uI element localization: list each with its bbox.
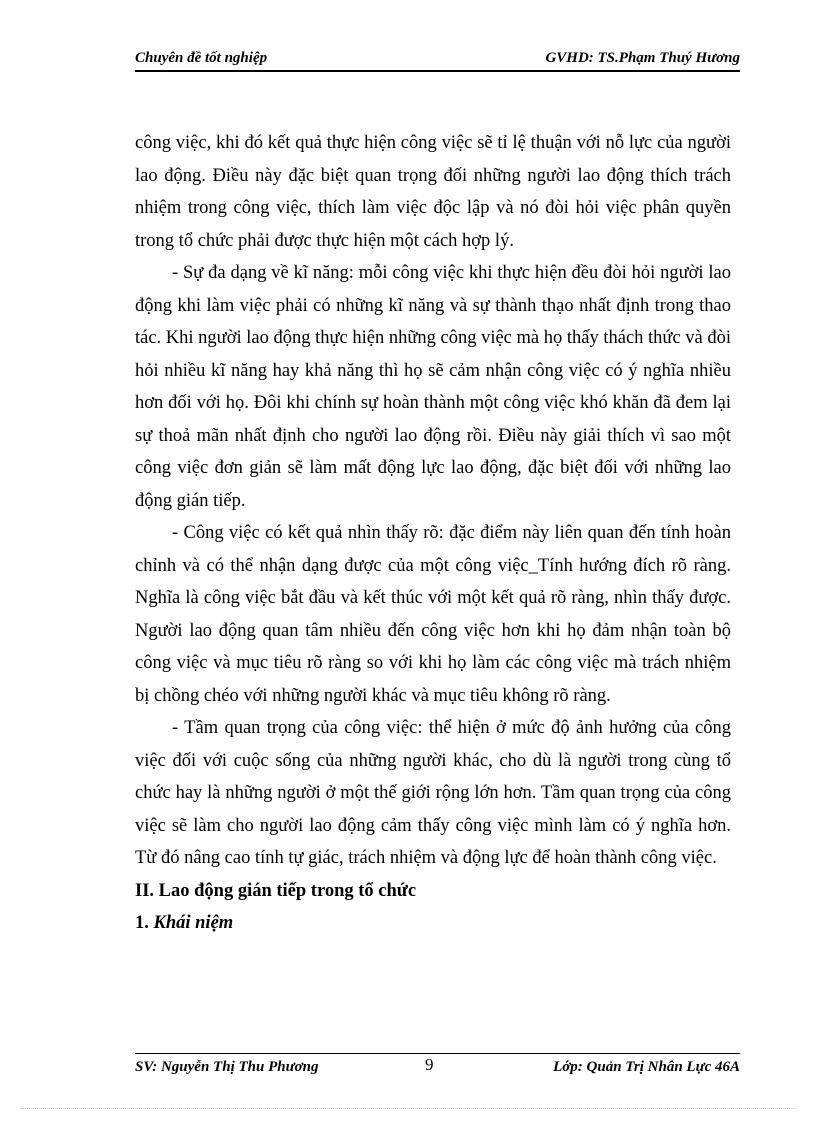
page-footer	[135, 1053, 740, 1080]
subsection-title: Khái niệm	[153, 913, 234, 933]
subsection-number: 1.	[135, 913, 154, 933]
section-heading: II. Lao động gián tiếp trong tổ chức	[135, 880, 417, 901]
paragraph-task-identity: - Công việc có kết quả nhìn thấy rõ: đặc điểm này liên quan đến tính hoàn chỉnh và có thể nhận dạng được của một công việc_Tính hướng đích rõ ràng. Nghĩa là công việc bắt đầu và kết thúc với một kết quả rõ ràng, nhìn thấy được. Người lao động quan tâm nhiều đến công việc hơn khi họ đảm nhận toàn bộ công việc và mục tiêu rõ ràng so với khi họ làm các công việc mà trách nhiệm bị chồng chéo với những người khác và mục tiêu không rõ ràng.	[135, 523, 731, 706]
paragraph-continuation: công việc, khi đó kết quả thực hiện công việc sẽ tỉ lệ thuận với nỗ lực của người lao động. Điều này đặc biệt quan trọng đối những người lao động thích trách nhiệm trong công việc, thích làm việc độc lập và nó đòi hỏi việc phân quyền trong tổ chức phải được thực hiện một cách hợp lý.	[135, 133, 731, 251]
footer-page-number: 9	[425, 1055, 434, 1074]
document-body	[135, 127, 731, 940]
footer-class: Lớp: Quản Trị Nhân Lực 46A	[553, 1059, 740, 1075]
header-document-title: Chuyên đề tốt nghiệp	[135, 50, 268, 66]
footer-student-name: SV: Nguyễn Thị Thu Phương	[135, 1059, 319, 1075]
page-header	[135, 48, 740, 72]
paragraph-skill-variety: - Sự đa dạng về kĩ năng: mỗi công việc khi thực hiện đều đòi hỏi người lao động khi làm việc phải có những kĩ năng và sự thành thạo nhất định trong thao tác. Khi người lao động thực hiện những công việc mà họ thấy thách thức và đòi hỏi nhiều kĩ năng hay khả năng thì họ sẽ cảm nhận công việc có ý nghĩa nhiều hơn đối với họ. Đôi khi chính sự hoàn thành một công việc khó khăn đã đem lại sự thoả mãn nhất định cho người lao động rồi. Điều này giải thích vì sao một công việc đơn giản sẽ làm mất động lực lao động, đặc biệt đối với những lao động gián tiếp.	[135, 263, 732, 511]
page-bottom-divider	[20, 1108, 796, 1109]
paragraph-task-significance: - Tầm quan trọng của công việc: thể hiện ở mức độ ảnh hưởng của công việc đối với cuộc sống của những người khác, cho dù là người trong cùng tổ chức hay là những người ở một thế giới rộng lớn hơn. Tầm quan trọng của công việc sẽ làm cho người lao động cảm thấy công việc mình làm có ý nghĩa hơn. Từ đó nâng cao tính tự giác, trách nhiệm và động lực để hoàn thành công việc.	[135, 718, 731, 868]
subsection-heading	[135, 907, 731, 940]
header-supervisor: GVHD: TS.Phạm Thuý Hương	[545, 50, 740, 66]
